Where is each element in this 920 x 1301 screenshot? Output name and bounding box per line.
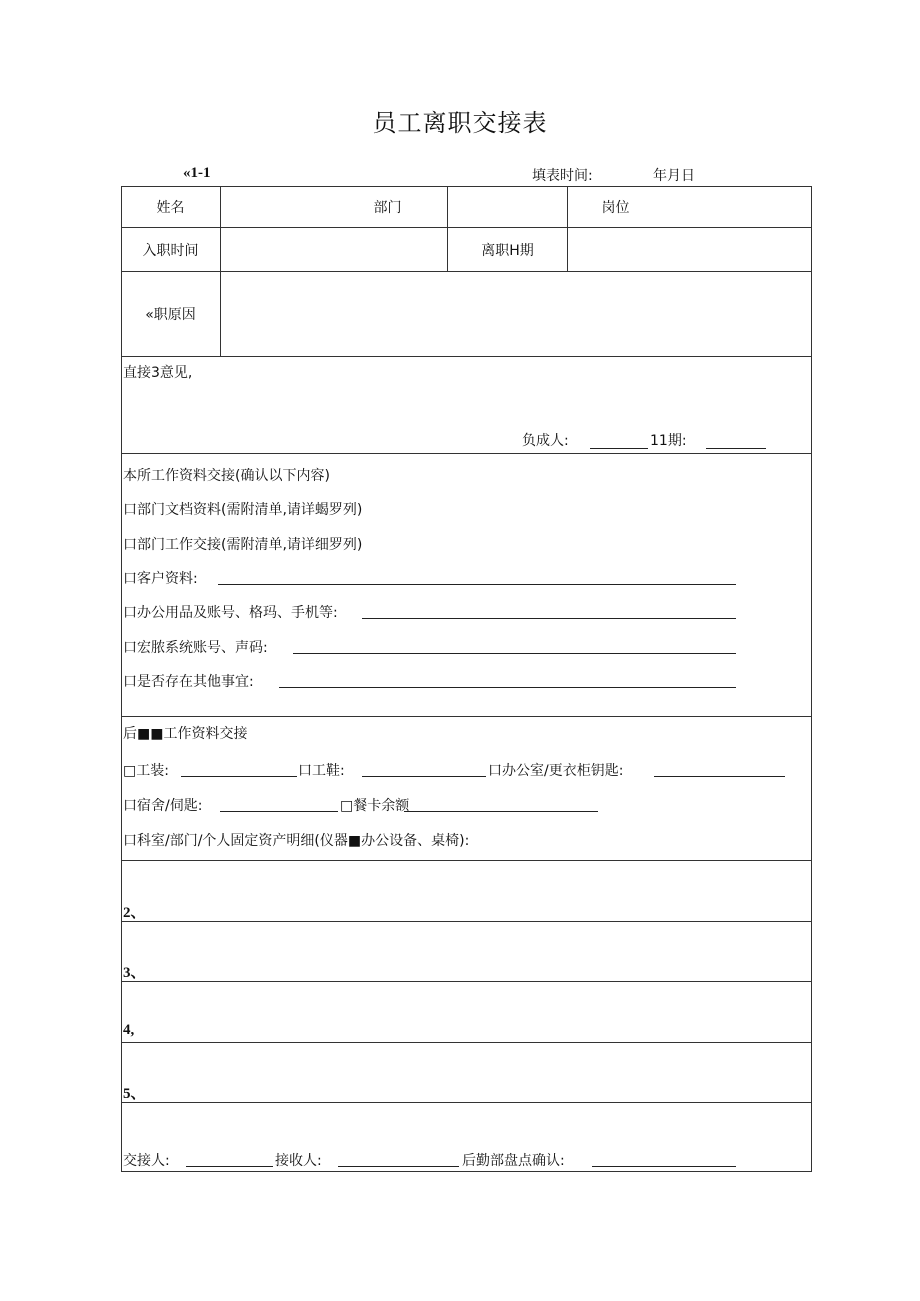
system-account-blank[interactable] (293, 653, 736, 654)
checklist-item[interactable]: 口客户资料: (123, 571, 198, 587)
row-divider (121, 716, 811, 717)
logistics-heading: 后■■工作资料交接 (123, 726, 248, 742)
uniform-blank[interactable] (181, 776, 297, 777)
position-label: 岗位 (601, 200, 630, 216)
name-label: 姓名 (156, 200, 185, 216)
dept-label: 部门 (373, 200, 402, 216)
meal-card-blank[interactable] (404, 811, 598, 812)
meal-card-checkbox[interactable]: □餐卡余额 (340, 798, 410, 814)
row-divider (121, 271, 811, 272)
logistics-confirm-label: 后勤部盘点确认: (462, 1153, 565, 1169)
fill-date-field[interactable]: 年月日 (653, 168, 695, 184)
checklist-item[interactable]: 口部门工作交接(需附清单,请详细罗列) (123, 537, 363, 553)
row-divider (121, 921, 811, 922)
checklist-item[interactable]: 口办公用品及账号、格玛、手机等: (123, 605, 338, 621)
checklist-item[interactable]: 口部门文档资料(需附清单,请详蝎罗列) (123, 502, 363, 518)
office-supplies-blank[interactable] (362, 618, 736, 619)
date-blank[interactable] (706, 448, 766, 449)
leave-date-label: 离职H期 (481, 242, 534, 259)
form-number: «1-1 (183, 165, 211, 181)
receiver-blank[interactable] (338, 1166, 459, 1167)
uniform-checkbox[interactable]: □工装: (123, 763, 169, 779)
col-divider (567, 186, 568, 271)
logistics-confirm-blank[interactable] (592, 1166, 736, 1167)
receiver-label: 接收人: (275, 1153, 322, 1169)
row-divider (121, 860, 811, 861)
handover-person-blank[interactable] (186, 1166, 273, 1167)
asset-row-number: 3、 (123, 965, 146, 981)
asset-row-number: 2、 (123, 905, 146, 921)
owner-blank[interactable] (590, 448, 648, 449)
page-title: 员工离职交接表 (372, 109, 548, 137)
dorm-key-blank[interactable] (220, 811, 338, 812)
supervisor-heading: 直接3意见, (123, 365, 193, 381)
row-divider (121, 981, 811, 982)
checklist-item[interactable]: 口宏脓系统账号、声码: (123, 640, 268, 656)
date-label: 11期: (650, 433, 687, 449)
customer-data-blank[interactable] (218, 584, 736, 585)
row-divider (121, 356, 811, 357)
fixed-assets-checkbox[interactable]: 口科室/部门/个人固定资产明细(仪器■办公设备、桌椅): (123, 833, 470, 849)
row-divider (121, 453, 811, 454)
col-divider (220, 186, 221, 356)
owner-label: 负成人: (522, 433, 569, 449)
office-key-blank[interactable] (654, 776, 785, 777)
shoes-checkbox[interactable]: 口工鞋: (298, 763, 345, 779)
row-divider (121, 1042, 811, 1043)
fill-time-label: 填表时间: (532, 168, 593, 184)
handover-person-label: 交接人: (123, 1153, 170, 1169)
asset-row-number: 5、 (123, 1086, 146, 1102)
checklist-item[interactable]: 口是否存在其他事宜: (123, 674, 254, 690)
dept-handover-heading: 本所工作资料交接(确认以下内容) (123, 468, 330, 484)
dorm-key-checkbox[interactable]: 口宿舍/伺匙: (123, 798, 203, 814)
other-matters-blank[interactable] (279, 687, 736, 688)
leave-reason-label: «职原因 (145, 307, 196, 323)
shoes-blank[interactable] (362, 776, 486, 777)
asset-row-number: 4, (123, 1022, 135, 1038)
hire-date-label: 入职时间 (142, 242, 199, 259)
row-divider (121, 1102, 811, 1103)
office-key-checkbox[interactable]: 口办公室/更衣柜钥匙: (488, 763, 624, 779)
